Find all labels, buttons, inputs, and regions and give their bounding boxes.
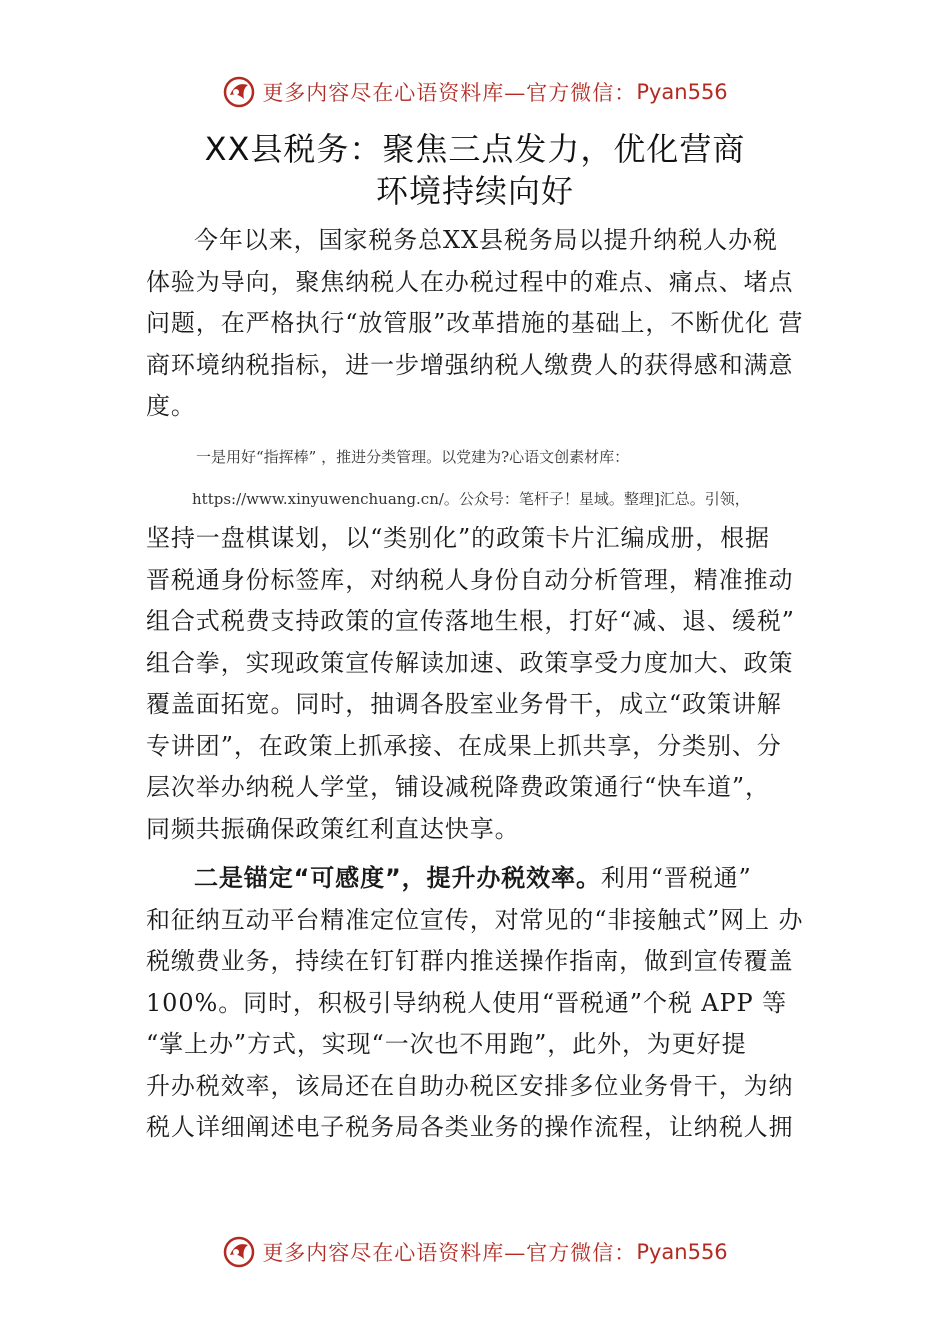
paragraph-line: 覆盖面拓宽。同时，抽调各股室业务骨干，成立“政策讲解 xyxy=(146,690,782,718)
footer-wechat-id: Pyan556 xyxy=(636,1240,728,1264)
policy-paragraph xyxy=(146,518,806,850)
header-banner xyxy=(0,72,950,112)
paragraph-line: 层次举办纳税人学堂，铺设减税降费政策通行“快车道”， xyxy=(146,773,770,801)
efficiency-paragraph xyxy=(146,858,806,1149)
library-logo-icon xyxy=(222,75,258,109)
title-line-2: 环境持续向好 xyxy=(375,172,574,210)
paragraph-line: 今年以来，国家税务总XX县税务局以提升纳税人办税 xyxy=(194,226,778,254)
paragraph-line: 税缴费业务，持续在钉钉群内推送操作指南，做到宣传覆盖 xyxy=(146,947,794,975)
paragraph-line: 商环境纳税指标，进一步增强纳税人缴费人的获得感和满意 xyxy=(146,350,794,379)
header-banner-text: 更多内容尽在心语资料库—官方微信： xyxy=(262,81,637,105)
paragraph-line: 专讲团”，在政策上抓承接、在成果上抓共享，分类别、分 xyxy=(146,731,782,760)
paragraph-line: 税人详细阐述电子税务局各类业务的操作流程，让纳税人拥 xyxy=(146,1113,794,1141)
intro-paragraph xyxy=(146,220,806,428)
section-heading: 二是锚定“可感度”，提升办税效率。 xyxy=(194,864,601,892)
small-note-line-2: https://www.xinyuwenchuang.cn/。公众号：笔杆子！星域。整理]汇总。引领， xyxy=(192,490,750,508)
paragraph-line: 和征纳互动平台精准定位宣传，对常见的“非接触式”网上 办 xyxy=(146,905,804,934)
paragraph-line: 晋税通身份标签库，对纳税人身份自动分析管理，精准推动 xyxy=(146,565,794,594)
paragraph-line: 体验为导向，聚焦纳税人在办税过程中的难点、痛点、堵点 xyxy=(146,267,794,296)
library-logo-icon xyxy=(222,1235,258,1269)
article-title xyxy=(150,128,800,212)
header-wechat-id: Pyan556 xyxy=(636,80,728,104)
footer-banner xyxy=(0,1232,950,1272)
paragraph-line: 组合拳，实现政策宣传解读加速、政策享受力度加大、政策 xyxy=(146,648,794,677)
paragraph-line: 同频共振确保政策红利直达快享。 xyxy=(146,814,520,843)
paragraph-first-line xyxy=(146,858,806,900)
paragraph-line: 度。 xyxy=(146,392,196,420)
paragraph-line: 坚持一盘棋谋划，以“类别化”的政策卡片汇编成册，根据 xyxy=(146,524,770,552)
paragraph-line: 升办税效率，该局还在自助办税区安排多位业务骨干，为纳 xyxy=(146,1071,794,1100)
paragraph-line: “掌上办”方式，实现“一次也不用跑”，此外，为更好提 xyxy=(146,1030,747,1058)
paragraph-line: 100%。同时，积极引导纳税人使用“晋税通”个税 APP 等 xyxy=(146,988,788,1017)
footer-banner-text: 更多内容尽在心语资料库—官方微信： xyxy=(262,1241,637,1265)
paragraph-line: 问题，在严格执行“放管服”改革措施的基础上，不断优化 营 xyxy=(146,309,804,337)
title-line-1: XX县税务：聚焦三点发力，优化营商 xyxy=(204,130,746,168)
paragraph-line: 组合式税费支持政策的宣传落地生根，打好“减、退、缓税” xyxy=(146,607,795,635)
small-note-line-1: 一是用好“指挥棒” ，推进分类管理。以党建为?心语文创素材库： xyxy=(196,448,630,466)
paragraph-text: 利用“晋税通” xyxy=(600,864,752,892)
